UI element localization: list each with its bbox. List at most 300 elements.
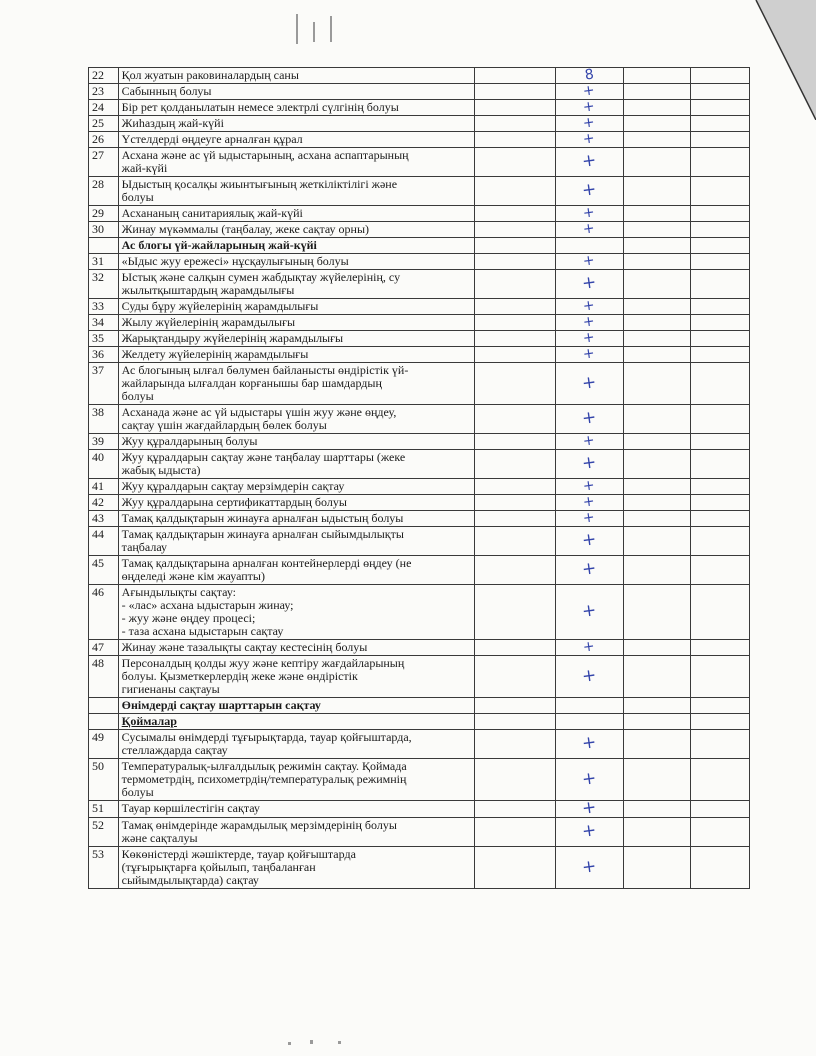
- checklist-row: [89, 254, 750, 270]
- section-title: [118, 238, 474, 254]
- blank-cell: [690, 148, 749, 177]
- row-number-label: 33: [92, 299, 104, 313]
- blank-cell: [624, 363, 691, 405]
- handwritten-mark-cell: [555, 405, 624, 434]
- requirement-text: [118, 347, 474, 363]
- handwritten-mark-cell: [555, 511, 624, 527]
- requirement-label: Суды бұру жүйелерінің жарамдылығы: [121, 299, 319, 313]
- row-number: [89, 698, 119, 714]
- checklist-row: [89, 315, 750, 331]
- row-number: [89, 730, 119, 759]
- blank-cell: [690, 254, 749, 270]
- blank-cell: [624, 238, 691, 254]
- handwritten-mark-cell: [555, 363, 624, 405]
- handwritten-mark-cell: [555, 132, 624, 148]
- requirement-label: Тауар көршілестігін сақтау: [121, 801, 260, 815]
- handwritten-mark-cell: [555, 177, 624, 206]
- blank-cell: [474, 730, 555, 759]
- requirement-text: [118, 84, 474, 100]
- requirement-label: Сабынның болуы: [121, 84, 212, 98]
- row-number-label: 46: [92, 585, 104, 599]
- blank-cell: [474, 556, 555, 585]
- blank-cell: [690, 656, 749, 698]
- requirement-label: Үстелдерді өңдеуге арналған құрал: [121, 132, 303, 146]
- row-number-label: 32: [92, 270, 104, 284]
- blank-cell: [474, 347, 555, 363]
- blank-cell: [624, 698, 691, 714]
- handwritten-mark-cell: [555, 84, 624, 100]
- blank-cell: [690, 495, 749, 511]
- row-number-label: 41: [92, 479, 104, 493]
- handwritten-mark-cell: [555, 222, 624, 238]
- row-number-label: 43: [92, 511, 104, 525]
- row-number: [89, 68, 119, 84]
- checklist-row: [89, 434, 750, 450]
- row-number-label: 34: [92, 315, 104, 329]
- requirement-label: Ас блогының ылғал бөлумен байланысты өндірістік үй- жайларында ылғалдан корғанышы бар шамдардың болуы: [121, 363, 409, 403]
- checklist-row: [89, 479, 750, 495]
- requirement-label: Жинау мүкәммалы (таңбалау, жеке сақтау орны): [121, 222, 370, 236]
- handwritten-check-mark: +: [582, 252, 597, 270]
- blank-cell: [624, 116, 691, 132]
- blank-cell: [474, 148, 555, 177]
- blank-cell: [624, 730, 691, 759]
- requirement-label: Температуралық-ылғалдылық режимін сақтау. Қоймада термометрдің, психометрдің/температуралық режимнің болуы: [121, 759, 407, 799]
- section-heading-row: [89, 698, 750, 714]
- row-number: [89, 100, 119, 116]
- blank-cell: [690, 206, 749, 222]
- checklist-row: [89, 640, 750, 656]
- row-number: [89, 585, 119, 640]
- scan-mark-bottom: [288, 1042, 291, 1045]
- checklist-row: [89, 759, 750, 801]
- scan-mark-top: [296, 14, 298, 44]
- blank-cell: [690, 238, 749, 254]
- row-number-label: 48: [92, 656, 104, 670]
- blank-cell: [690, 331, 749, 347]
- requirement-text: [118, 177, 474, 206]
- handwritten-mark-cell: [555, 299, 624, 315]
- blank-cell: [690, 714, 749, 730]
- checklist-row: [89, 511, 750, 527]
- blank-cell: [474, 254, 555, 270]
- requirement-text: [118, 299, 474, 315]
- requirement-label: Тамақ қалдықтарын жинауға арналған сыйымдылықты таңбалау: [121, 527, 404, 554]
- blank-cell: [624, 270, 691, 299]
- handwritten-mark-cell: [555, 68, 624, 84]
- handwritten-mark-cell: [555, 254, 624, 270]
- requirement-label: Ыстық және салқын сумен жабдықтау жүйелерінің, су жылытқыштардың жарамдылығы: [121, 270, 401, 297]
- requirement-text: [118, 730, 474, 759]
- requirement-label: Тамақ өнімдерінде жарамдылық мерзімдерінің болуы және сақталуы: [121, 818, 397, 845]
- blank-cell: [474, 299, 555, 315]
- requirement-text: [118, 116, 474, 132]
- blank-cell: [624, 818, 691, 847]
- scan-mark-bottom: [338, 1041, 341, 1044]
- requirement-label: Жиһаздың жай-күйі: [121, 116, 224, 130]
- blank-cell: [474, 331, 555, 347]
- blank-cell: [474, 714, 555, 730]
- handwritten-mark-cell: [555, 116, 624, 132]
- requirement-label: Тамақ қалдықтарына арналған контейнерлерді өңдеу (не өңделеді және кім жауапты): [121, 556, 412, 583]
- handwritten-check-mark: +: [582, 313, 597, 331]
- handwritten-mark-cell: [555, 797, 624, 819]
- blank-cell: [624, 479, 691, 495]
- blank-cell: [690, 818, 749, 847]
- scan-mark-top: [313, 22, 315, 42]
- blank-cell: [690, 116, 749, 132]
- row-number: [89, 254, 119, 270]
- blank-cell: [624, 331, 691, 347]
- blank-cell: [624, 405, 691, 434]
- handwritten-check-mark: +: [582, 509, 597, 527]
- blank-cell: [690, 479, 749, 495]
- row-number: [89, 450, 119, 479]
- checklist-row: [89, 116, 750, 132]
- blank-cell: [624, 847, 691, 889]
- row-number-label: 31: [92, 254, 104, 268]
- handwritten-check-mark: +: [580, 820, 598, 842]
- row-number-label: 42: [92, 495, 104, 509]
- row-number: [89, 299, 119, 315]
- requirement-text: [118, 315, 474, 331]
- requirement-label: Өнімдерді сақтау шарттарын сақтау: [121, 698, 321, 712]
- blank-cell: [624, 801, 691, 818]
- row-number: [89, 556, 119, 585]
- blank-cell: [474, 84, 555, 100]
- handwritten-check-mark: +: [582, 297, 597, 315]
- requirement-text: [118, 132, 474, 148]
- row-number-label: 24: [92, 100, 104, 114]
- row-number-label: 45: [92, 556, 104, 570]
- row-number: [89, 363, 119, 405]
- handwritten-check-mark: +: [582, 345, 597, 363]
- blank-cell: [690, 270, 749, 299]
- row-number-label: 36: [92, 347, 104, 361]
- blank-cell: [474, 585, 555, 640]
- row-number: [89, 759, 119, 801]
- blank-cell: [624, 656, 691, 698]
- checklist-row: [89, 495, 750, 511]
- checklist-row: [89, 299, 750, 315]
- handwritten-check-mark: +: [580, 272, 598, 294]
- handwritten-mark-cell: [555, 206, 624, 222]
- handwritten-mark-cell: [555, 818, 624, 847]
- row-number: [89, 818, 119, 847]
- handwritten-check-mark: +: [580, 150, 598, 172]
- handwritten-check-mark: +: [580, 797, 598, 819]
- blank-cell: [624, 177, 691, 206]
- requirement-text: [118, 495, 474, 511]
- blank-cell: [690, 527, 749, 556]
- requirement-text: [118, 254, 474, 270]
- row-number: [89, 177, 119, 206]
- blank-cell: [624, 132, 691, 148]
- requirement-text: [118, 68, 474, 84]
- handwritten-mark-cell: [555, 585, 624, 640]
- blank-cell: [474, 479, 555, 495]
- handwritten-check-mark: +: [582, 432, 597, 450]
- blank-cell: [624, 315, 691, 331]
- blank-cell: [690, 100, 749, 116]
- checklist-row: [89, 585, 750, 640]
- blank-cell: [624, 299, 691, 315]
- handwritten-check-mark: +: [580, 558, 598, 580]
- blank-cell: [624, 556, 691, 585]
- blank-cell: [624, 347, 691, 363]
- blank-cell: [690, 222, 749, 238]
- handwritten-check-mark: +: [580, 732, 598, 754]
- requirement-text: [118, 206, 474, 222]
- requirement-label: Тамақ қалдықтарын жинауға арналған ыдыстың болуы: [121, 511, 404, 525]
- requirement-label: Асханада және ас үй ыдыстары үшін жуу және өңдеу, сақтау үшін жағдайлардың бөлек болуы: [121, 405, 397, 432]
- handwritten-check-mark: +: [582, 98, 597, 116]
- row-number-label: 37: [92, 363, 104, 377]
- blank-cell: [690, 801, 749, 818]
- requirement-text: [118, 585, 474, 640]
- row-number: [89, 640, 119, 656]
- row-number: [89, 511, 119, 527]
- requirement-text: [118, 405, 474, 434]
- handwritten-mark-cell: [555, 347, 624, 363]
- inspection-checklist-table: [88, 67, 750, 889]
- requirement-label: Асхана және ас үй ыдыстарының, асхана аспаптарының жай-күйі: [121, 148, 409, 175]
- requirement-label: Қоймалар: [121, 714, 177, 728]
- handwritten-check-mark: +: [582, 204, 597, 222]
- row-number-label: 35: [92, 331, 104, 345]
- scan-mark-top: [330, 16, 332, 42]
- blank-cell: [474, 132, 555, 148]
- handwritten-check-mark: +: [580, 767, 598, 790]
- handwritten-check-mark: +: [582, 82, 597, 100]
- handwritten-mark-cell: [555, 450, 624, 479]
- checklist-row: [89, 206, 750, 222]
- blank-cell: [624, 495, 691, 511]
- blank-cell: [690, 698, 749, 714]
- blank-cell: [474, 363, 555, 405]
- row-number: [89, 132, 119, 148]
- requirement-label: Сусымалы өнімдерді тұғырықтарда, тауар қойғыштарда, стеллаждарда сақтау: [121, 730, 412, 757]
- row-number-label: 23: [92, 84, 104, 98]
- blank-cell: [624, 450, 691, 479]
- checklist-row: [89, 818, 750, 847]
- blank-cell: [474, 222, 555, 238]
- scan-mark-bottom: [310, 1040, 313, 1044]
- blank-cell: [690, 68, 749, 84]
- handwritten-check-mark: +: [582, 220, 597, 238]
- row-number-label: 25: [92, 116, 104, 130]
- requirement-text: [118, 818, 474, 847]
- row-number-label: 22: [92, 68, 104, 82]
- blank-cell: [474, 847, 555, 889]
- handwritten-check-mark: +: [580, 529, 598, 551]
- blank-cell: [690, 450, 749, 479]
- blank-cell: [624, 222, 691, 238]
- blank-cell: [624, 206, 691, 222]
- handwritten-mark-cell: [555, 495, 624, 511]
- blank-cell: [474, 818, 555, 847]
- blank-cell: [624, 714, 691, 730]
- blank-cell: [690, 177, 749, 206]
- handwritten-check-mark: +: [580, 452, 598, 474]
- requirement-label: Ағындылықты сақтау: - «лас» асхана ыдыстарын жинау; - жуу және өңдеу процесі; - таза асхана ыдыстарын сақтау: [121, 585, 294, 638]
- blank-cell: [690, 847, 749, 889]
- requirement-text: [118, 450, 474, 479]
- handwritten-mark-cell: [555, 730, 624, 759]
- handwritten-check-mark: +: [580, 371, 598, 394]
- row-number-label: 27: [92, 148, 104, 162]
- requirement-text: [118, 656, 474, 698]
- requirement-label: Қол жуатын раковиналардың саны: [121, 68, 299, 82]
- row-number-label: 39: [92, 434, 104, 448]
- row-number: [89, 847, 119, 889]
- requirement-label: Жылу жүйелерінің жарамдылығы: [121, 315, 296, 329]
- handwritten-check-mark: +: [580, 664, 598, 687]
- checklist-row: [89, 405, 750, 434]
- blank-cell: [690, 315, 749, 331]
- row-number: [89, 84, 119, 100]
- handwritten-check-mark: +: [580, 179, 598, 201]
- blank-cell: [690, 84, 749, 100]
- blank-cell: [624, 527, 691, 556]
- checklist-row: [89, 347, 750, 363]
- row-number: [89, 347, 119, 363]
- blank-cell: [474, 100, 555, 116]
- requirement-text: [118, 222, 474, 238]
- handwritten-mark-cell: [555, 698, 624, 714]
- checklist-row: [89, 68, 750, 84]
- blank-cell: [624, 511, 691, 527]
- handwritten-check-mark: +: [582, 638, 597, 656]
- blank-cell: [474, 759, 555, 801]
- handwritten-mark-cell: [555, 100, 624, 116]
- handwritten-check-mark: +: [582, 130, 597, 148]
- requirement-label: Жарықтандыру жүйелерінің жарамдылығы: [121, 331, 344, 345]
- handwritten-check-mark: +: [580, 407, 598, 429]
- row-number-label: 29: [92, 206, 104, 220]
- handwritten-mark-cell: [555, 238, 624, 254]
- requirement-label: «Ыдыс жуу ережесі» нұсқаулығының болуы: [121, 254, 349, 268]
- row-number-label: 28: [92, 177, 104, 191]
- section-title: [118, 714, 474, 730]
- handwritten-check-mark: +: [580, 855, 598, 878]
- section-heading-row: [89, 714, 750, 730]
- blank-cell: [474, 238, 555, 254]
- row-number-label: 40: [92, 450, 104, 464]
- blank-cell: [690, 511, 749, 527]
- section-title: [118, 698, 474, 714]
- handwritten-mark-cell: [555, 270, 624, 299]
- requirement-text: [118, 434, 474, 450]
- blank-cell: [690, 434, 749, 450]
- row-number-label: 30: [92, 222, 104, 236]
- checklist-row: [89, 801, 750, 818]
- requirement-label: Жуу құралдарын сақтау мерзімдерін сақтау: [121, 479, 345, 493]
- row-number-label: 49: [92, 730, 104, 744]
- row-number: [89, 116, 119, 132]
- row-number-label: 47: [92, 640, 104, 654]
- row-number: [89, 714, 119, 730]
- checklist-row: [89, 270, 750, 299]
- row-number-label: 52: [92, 818, 104, 832]
- handwritten-check-mark: +: [580, 600, 598, 622]
- checklist-row: [89, 363, 750, 405]
- requirement-text: [118, 270, 474, 299]
- row-number: [89, 527, 119, 556]
- checklist-row: [89, 331, 750, 347]
- handwritten-check-mark: +: [582, 329, 597, 347]
- requirement-label: Жинау және тазалықты сақтау кестесінің болуы: [121, 640, 368, 654]
- row-number: [89, 405, 119, 434]
- handwritten-mark-cell: [555, 148, 624, 177]
- row-number: [89, 495, 119, 511]
- requirement-text: [118, 511, 474, 527]
- requirement-label: Жуу құралдарын сақтау және таңбалау шарттары (жеке жабық ыдыста): [121, 450, 406, 477]
- row-number: [89, 434, 119, 450]
- checklist-row: [89, 656, 750, 698]
- checklist-row: [89, 148, 750, 177]
- requirement-text: [118, 556, 474, 585]
- blank-cell: [690, 132, 749, 148]
- checklist-row: [89, 527, 750, 556]
- row-number-label: 53: [92, 847, 104, 861]
- row-number: [89, 270, 119, 299]
- blank-cell: [690, 347, 749, 363]
- handwritten-check-mark: +: [582, 477, 597, 495]
- requirement-label: Жуу құралдарына сертификаттардың болуы: [121, 495, 347, 509]
- blank-cell: [690, 299, 749, 315]
- handwritten-mark-cell: [555, 759, 624, 801]
- blank-cell: [474, 801, 555, 818]
- blank-cell: [624, 585, 691, 640]
- blank-cell: [474, 68, 555, 84]
- blank-cell: [690, 759, 749, 801]
- checklist-row: [89, 177, 750, 206]
- requirement-text: [118, 100, 474, 116]
- requirement-label: Бір рет қолданылатын немесе электрлі сүлгінің болуы: [121, 100, 399, 114]
- blank-cell: [690, 556, 749, 585]
- handwritten-mark-cell: [555, 527, 624, 556]
- row-number-label: 26: [92, 132, 104, 146]
- row-number: [89, 331, 119, 347]
- section-heading-row: [89, 238, 750, 254]
- blank-cell: [474, 527, 555, 556]
- row-number: [89, 801, 119, 818]
- requirement-text: [118, 148, 474, 177]
- requirement-text: [118, 363, 474, 405]
- blank-cell: [474, 698, 555, 714]
- requirement-label: Көкөністерді жәшіктерде, тауар қойғыштарда (тұғырықтарға қойылып, таңбаланған сыйымдылықтарда) сақтау: [121, 847, 356, 887]
- requirement-text: [118, 759, 474, 801]
- blank-cell: [624, 148, 691, 177]
- handwritten-mark-cell: [555, 331, 624, 347]
- blank-cell: [624, 100, 691, 116]
- handwritten-mark-cell: [555, 640, 624, 656]
- row-number: [89, 148, 119, 177]
- blank-cell: [690, 405, 749, 434]
- checklist-row: [89, 84, 750, 100]
- row-number-label: 50: [92, 759, 104, 773]
- row-number: [89, 479, 119, 495]
- blank-cell: [474, 511, 555, 527]
- requirement-label: Жуу құралдарының болуы: [121, 434, 258, 448]
- blank-cell: [474, 177, 555, 206]
- blank-cell: [690, 585, 749, 640]
- checklist-row: [89, 730, 750, 759]
- handwritten-mark-cell: [555, 556, 624, 585]
- handwritten-mark-cell: [555, 656, 624, 698]
- blank-cell: [624, 759, 691, 801]
